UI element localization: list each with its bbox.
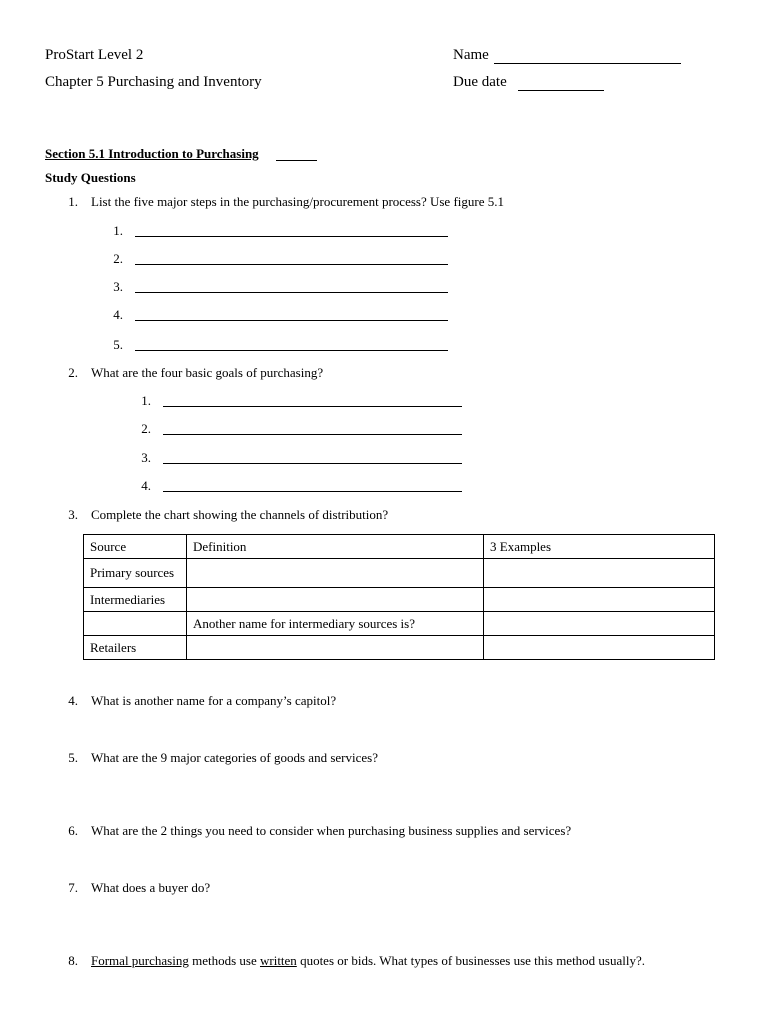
distribution-channels-table bbox=[83, 534, 715, 660]
table-row bbox=[84, 559, 715, 588]
question-text: List the five major steps in the purchasing/procurement process? Use figure 5.1 bbox=[91, 194, 504, 209]
question-number: 2. bbox=[68, 365, 78, 380]
formal-purchasing-term: Formal purchasing bbox=[91, 953, 189, 968]
question-text: Formal purchasing methods use written quotes or bids. What types of businesses use this method usually?. bbox=[91, 953, 646, 968]
question-number: 5. bbox=[68, 750, 78, 765]
table-cell: Primary sources bbox=[84, 559, 187, 588]
table-cell[interactable] bbox=[187, 559, 484, 588]
table-cell: Retailers bbox=[84, 636, 187, 660]
table-header-row bbox=[84, 535, 715, 559]
question-number: 6. bbox=[68, 823, 78, 838]
question-text: What are the 9 major categories of goods and services? bbox=[91, 750, 378, 765]
question-number: 3. bbox=[68, 507, 78, 522]
table-row bbox=[84, 612, 715, 636]
section-title-rule bbox=[276, 160, 317, 161]
answer-blank[interactable] bbox=[135, 264, 448, 265]
answer-number: 2. bbox=[141, 421, 151, 436]
question-text: What is another name for a company’s capitol? bbox=[91, 693, 337, 708]
question-text: What are the 2 things you need to consider when purchasing business supplies and services? bbox=[91, 823, 572, 838]
question-number: 8. bbox=[68, 953, 78, 968]
name-blank[interactable] bbox=[494, 63, 681, 64]
question-text: What does a buyer do? bbox=[91, 880, 211, 895]
table-cell bbox=[84, 612, 187, 636]
table-row bbox=[84, 588, 715, 612]
table-cell: Intermediaries bbox=[84, 588, 187, 612]
study-questions-heading: Study Questions bbox=[45, 170, 136, 185]
course-title: ProStart Level 2 bbox=[45, 47, 144, 63]
answer-blank[interactable] bbox=[163, 406, 462, 407]
table-cell[interactable] bbox=[484, 612, 715, 636]
answer-number: 4. bbox=[141, 478, 151, 493]
table-cell[interactable] bbox=[484, 636, 715, 660]
answer-number: 4. bbox=[113, 307, 123, 322]
answer-blank[interactable] bbox=[135, 320, 448, 321]
answer-blank[interactable] bbox=[135, 236, 448, 237]
question-number: 4. bbox=[68, 693, 78, 708]
chapter-title: Chapter 5 Purchasing and Inventory bbox=[45, 74, 262, 90]
written-term: written bbox=[259, 953, 297, 968]
table-header-cell: 3 Examples bbox=[484, 535, 715, 559]
answer-number: 3. bbox=[113, 279, 123, 294]
table-header-cell: Definition bbox=[187, 535, 484, 559]
table-cell[interactable] bbox=[484, 559, 715, 588]
answer-number: 1. bbox=[141, 393, 151, 408]
section-title: Section 5.1 Introduction to Purchasing bbox=[45, 146, 259, 161]
answer-blank[interactable] bbox=[163, 434, 462, 435]
answer-blank[interactable] bbox=[163, 463, 462, 464]
question-text: Complete the chart showing the channels of distribution? bbox=[91, 507, 389, 522]
table-cell: Another name for intermediary sources is? bbox=[187, 612, 484, 636]
question-number: 7. bbox=[68, 880, 78, 895]
table-row bbox=[84, 636, 715, 660]
answer-number: 1. bbox=[113, 223, 123, 238]
answer-blank[interactable] bbox=[135, 350, 448, 351]
question-number: 1. bbox=[68, 194, 78, 209]
answer-number: 2. bbox=[113, 251, 123, 266]
answer-blank[interactable] bbox=[135, 292, 448, 293]
answer-number: 5. bbox=[113, 337, 123, 352]
answer-blank[interactable] bbox=[163, 491, 462, 492]
table-cell[interactable] bbox=[484, 588, 715, 612]
due-date-blank[interactable] bbox=[518, 90, 604, 91]
answer-number: 3. bbox=[141, 450, 151, 465]
name-label: Name bbox=[453, 47, 489, 63]
table-cell[interactable] bbox=[187, 636, 484, 660]
table-cell[interactable] bbox=[187, 588, 484, 612]
due-date-label: Due date bbox=[453, 74, 507, 90]
question-text: What are the four basic goals of purchasing? bbox=[91, 365, 324, 380]
table-header-cell: Source bbox=[84, 535, 187, 559]
